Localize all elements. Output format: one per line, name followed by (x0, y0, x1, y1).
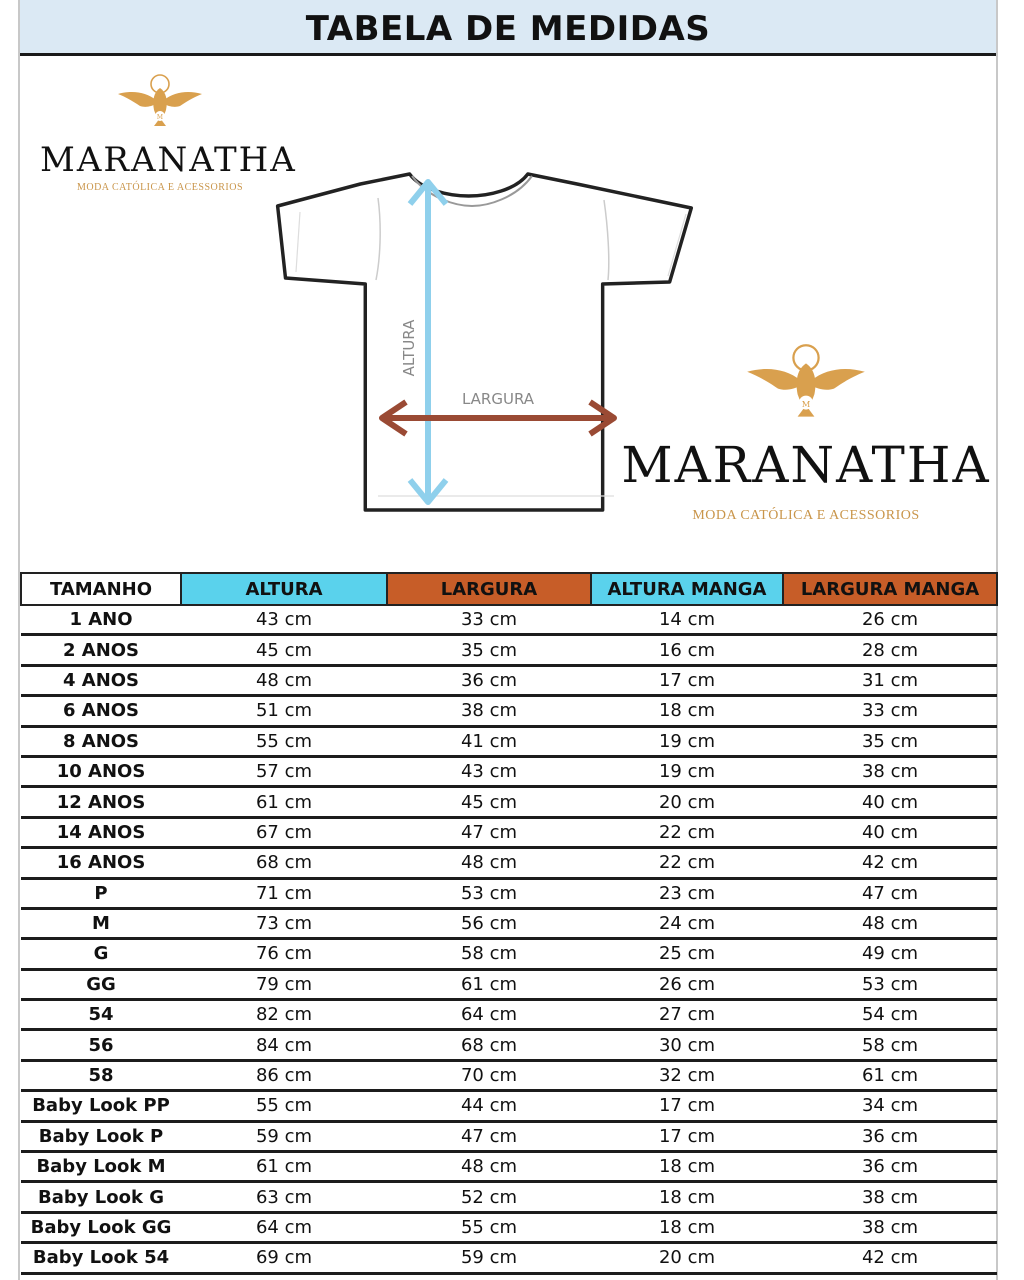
cell-sleeve-width: 38 cm (783, 1182, 997, 1212)
brand-name: MARANATHA (621, 436, 991, 494)
cell-sleeve-width: 35 cm (783, 726, 997, 756)
cell-sleeve-width: 49 cm (783, 939, 997, 969)
cell-sleeve-width: 53 cm (783, 969, 997, 999)
table-row (21, 1212, 997, 1242)
cell-size: Baby Look M (21, 1152, 181, 1182)
cell-sleeve-width: 58 cm (783, 1030, 997, 1060)
cell-sleeve-height: 25 cm (591, 939, 783, 969)
cell-sleeve-height: 17 cm (591, 665, 783, 695)
table-row (21, 908, 997, 938)
cell-height: 73 cm (181, 908, 387, 938)
table-row (21, 726, 997, 756)
cell-height: 68 cm (181, 848, 387, 878)
cell-width: 70 cm (387, 1060, 591, 1090)
cell-width: 64 cm (387, 1000, 591, 1030)
cell-sleeve-width: 54 cm (783, 1000, 997, 1030)
table-row (21, 605, 997, 635)
cell-size: 1 ANO (21, 605, 181, 635)
table-header-row (21, 573, 997, 605)
cell-size: Baby Look P (21, 1121, 181, 1151)
cell-sleeve-height: 18 cm (591, 1182, 783, 1212)
brand-logo-small (40, 70, 297, 193)
cell-size: 56 (21, 1030, 181, 1060)
cell-size: 58 (21, 1060, 181, 1090)
cell-sleeve-height: 22 cm (591, 817, 783, 847)
cell-sleeve-width: 28 cm (783, 635, 997, 665)
cell-width: 56 cm (387, 908, 591, 938)
table-row (21, 787, 997, 817)
cell-size: 10 ANOS (21, 756, 181, 786)
cell-sleeve-width: 34 cm (783, 1091, 997, 1121)
cell-width: 53 cm (387, 878, 591, 908)
cell-height: 79 cm (181, 969, 387, 999)
table-row (21, 1152, 997, 1182)
cell-size: Baby Look PP (21, 1091, 181, 1121)
width-label: LARGURA (461, 390, 535, 408)
cell-sleeve-height: 19 cm (591, 726, 783, 756)
cell-sleeve-height: 26 cm (591, 969, 783, 999)
cell-width: 61 cm (387, 969, 591, 999)
cell-size: 4 ANOS (21, 665, 181, 695)
cell-height: 84 cm (181, 1030, 387, 1060)
column-header-size: TAMANHO (21, 573, 181, 605)
cell-width: 59 cm (387, 1243, 591, 1273)
cell-size: 54 (21, 1000, 181, 1030)
cell-size: M (21, 908, 181, 938)
cell-sleeve-height: 22 cm (591, 848, 783, 878)
title-bar (20, 0, 996, 56)
size-table (20, 572, 998, 1275)
table-row (21, 1243, 997, 1273)
cell-sleeve-height: 18 cm (591, 696, 783, 726)
cell-sleeve-width: 33 cm (783, 696, 997, 726)
cell-sleeve-height: 20 cm (591, 1243, 783, 1273)
cell-height: 61 cm (181, 787, 387, 817)
cell-height: 76 cm (181, 939, 387, 969)
cell-width: 58 cm (387, 939, 591, 969)
cell-sleeve-height: 32 cm (591, 1060, 783, 1090)
brand-logo-large (620, 338, 992, 524)
cell-width: 38 cm (387, 696, 591, 726)
brand-tagline: MODA CATÓLICA E ACESSORIOS (692, 508, 920, 523)
cell-sleeve-height: 14 cm (591, 605, 783, 635)
cell-sleeve-height: 19 cm (591, 756, 783, 786)
table-row (21, 878, 997, 908)
cell-height: 43 cm (181, 605, 387, 635)
table-row (21, 1121, 997, 1151)
cell-height: 64 cm (181, 1212, 387, 1242)
column-header-width: LARGURA (387, 573, 591, 605)
height-label: ALTURA (400, 319, 418, 377)
cell-sleeve-width: 31 cm (783, 665, 997, 695)
cell-width: 48 cm (387, 1152, 591, 1182)
cell-sleeve-height: 18 cm (591, 1212, 783, 1242)
cell-size: 8 ANOS (21, 726, 181, 756)
cell-width: 41 cm (387, 726, 591, 756)
dove-emblem-icon (736, 338, 876, 428)
cell-height: 71 cm (181, 878, 387, 908)
cell-size: 2 ANOS (21, 635, 181, 665)
cell-height: 57 cm (181, 756, 387, 786)
cell-width: 55 cm (387, 1212, 591, 1242)
cell-width: 36 cm (387, 665, 591, 695)
table-row (21, 848, 997, 878)
cell-sleeve-width: 36 cm (783, 1121, 997, 1151)
cell-size: Baby Look 54 (21, 1243, 181, 1273)
cell-size: 6 ANOS (21, 696, 181, 726)
cell-height: 86 cm (181, 1060, 387, 1090)
cell-height: 55 cm (181, 726, 387, 756)
table-row (21, 1091, 997, 1121)
cell-sleeve-width: 48 cm (783, 908, 997, 938)
table-row (21, 817, 997, 847)
cell-height: 51 cm (181, 696, 387, 726)
cell-height: 48 cm (181, 665, 387, 695)
cell-width: 47 cm (387, 1121, 591, 1151)
cell-size: 16 ANOS (21, 848, 181, 878)
cell-width: 33 cm (387, 605, 591, 635)
cell-sleeve-width: 40 cm (783, 817, 997, 847)
cell-width: 44 cm (387, 1091, 591, 1121)
cell-width: 47 cm (387, 817, 591, 847)
cell-height: 55 cm (181, 1091, 387, 1121)
dove-emblem-icon (110, 70, 210, 134)
cell-sleeve-width: 38 cm (783, 756, 997, 786)
cell-sleeve-height: 17 cm (591, 1121, 783, 1151)
cell-sleeve-width: 42 cm (783, 848, 997, 878)
table-row (21, 635, 997, 665)
column-header-height: ALTURA (181, 573, 387, 605)
cell-height: 67 cm (181, 817, 387, 847)
cell-width: 68 cm (387, 1030, 591, 1060)
cell-sleeve-width: 26 cm (783, 605, 997, 635)
cell-height: 63 cm (181, 1182, 387, 1212)
cell-size: P (21, 878, 181, 908)
cell-sleeve-height: 16 cm (591, 635, 783, 665)
table-row (21, 756, 997, 786)
cell-height: 45 cm (181, 635, 387, 665)
cell-height: 82 cm (181, 1000, 387, 1030)
svg-text:M: M (801, 398, 811, 409)
cell-sleeve-height: 30 cm (591, 1030, 783, 1060)
cell-sleeve-height: 27 cm (591, 1000, 783, 1030)
column-header-sleeve-width: LARGURA MANGA (783, 573, 997, 605)
table-body (21, 605, 997, 1273)
cell-sleeve-width: 36 cm (783, 1152, 997, 1182)
table-row (21, 1060, 997, 1090)
cell-sleeve-width: 42 cm (783, 1243, 997, 1273)
cell-width: 48 cm (387, 848, 591, 878)
cell-sleeve-height: 24 cm (591, 908, 783, 938)
cell-size: 12 ANOS (21, 787, 181, 817)
cell-sleeve-height: 23 cm (591, 878, 783, 908)
cell-sleeve-width: 61 cm (783, 1060, 997, 1090)
brand-name: MARANATHA (40, 140, 297, 180)
cell-width: 52 cm (387, 1182, 591, 1212)
table-row (21, 969, 997, 999)
cell-width: 45 cm (387, 787, 591, 817)
size-chart-sheet (18, 0, 998, 1280)
cell-size: 14 ANOS (21, 817, 181, 847)
cell-sleeve-width: 40 cm (783, 787, 997, 817)
svg-text:M: M (156, 114, 164, 121)
cell-size: GG (21, 969, 181, 999)
cell-size: G (21, 939, 181, 969)
cell-height: 69 cm (181, 1243, 387, 1273)
table-row (21, 1182, 997, 1212)
cell-size: Baby Look G (21, 1182, 181, 1212)
cell-width: 43 cm (387, 756, 591, 786)
cell-height: 59 cm (181, 1121, 387, 1151)
table-row (21, 696, 997, 726)
cell-size: Baby Look GG (21, 1212, 181, 1242)
column-header-sleeve-height: ALTURA MANGA (591, 573, 783, 605)
cell-width: 35 cm (387, 635, 591, 665)
table-row (21, 1000, 997, 1030)
cell-sleeve-width: 38 cm (783, 1212, 997, 1242)
table-row (21, 1030, 997, 1060)
page-title: TABELA DE MEDIDAS (305, 8, 711, 49)
brand-tagline: MODA CATÓLICA E ACESSORIOS (76, 182, 244, 193)
table-row (21, 939, 997, 969)
cell-height: 61 cm (181, 1152, 387, 1182)
table-row (21, 665, 997, 695)
cell-sleeve-height: 17 cm (591, 1091, 783, 1121)
cell-sleeve-height: 18 cm (591, 1152, 783, 1182)
cell-sleeve-width: 47 cm (783, 878, 997, 908)
cell-sleeve-height: 20 cm (591, 787, 783, 817)
